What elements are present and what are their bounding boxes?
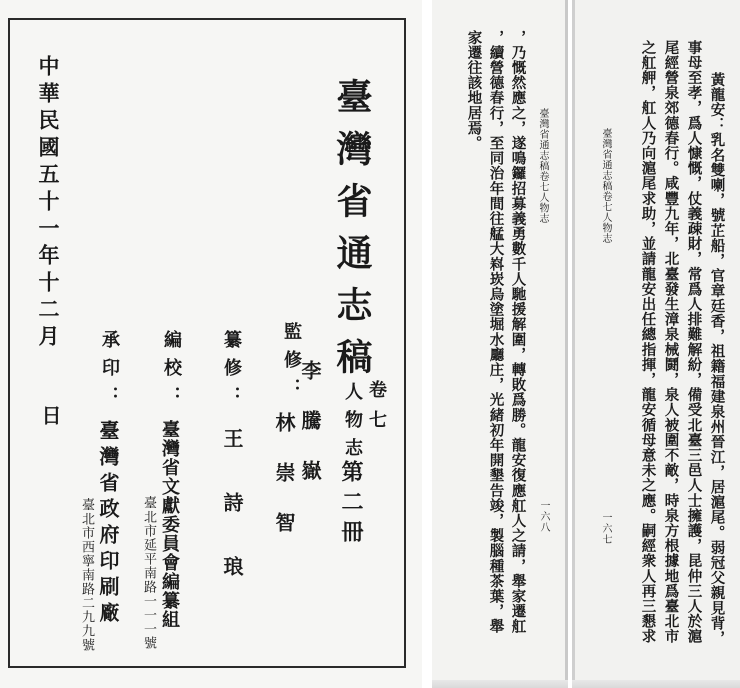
editor-label: 編校： — [161, 330, 182, 414]
supervisor-2: 林崇智 — [272, 412, 296, 562]
page-168 — [432, 0, 568, 688]
book-title: 臺灣省通志稿 — [331, 78, 373, 390]
page-edge-shadow — [432, 680, 568, 688]
text-column: 之舡舺，舡人乃向滬尾求助，並請龍安出任總指揮，龍安循母意未之應。嗣經衆人再三懇求 — [639, 40, 657, 644]
compiler-name: 王詩琅 — [220, 428, 244, 620]
editor-name: 臺灣省文獻委員會編纂組 — [159, 420, 180, 629]
compiler-label: 纂修： — [221, 330, 242, 414]
colophon-date-day: 日 — [38, 405, 62, 425]
page-number: 一六八 — [538, 500, 549, 533]
text-column: 黃龍安：乳名雙喇，號芷船，官章廷香，祖籍福建泉州晉江，居滬尾。弱冠父親見背， — [708, 72, 726, 646]
text-column: 尾經營泉郊德春行。咸豐九年，北臺發生漳泉械鬪，泉人被圍不敵，時泉方根據地爲臺北市 — [662, 40, 680, 644]
page-number: 一六七 — [600, 512, 611, 545]
volume-number: 卷七 — [366, 380, 387, 440]
text-column: ，續營德春行，至同治年間往艋大嵙崁烏塗堀水廳庄，光緒初年開墾告竣，製腦種茶葉，舉 — [487, 30, 505, 634]
text-column: 事母至孝，爲人慷慨，仗義疎財，常爲人排難解紛，備受北臺三邑人士擁護，昆仲三人於滬 — [685, 40, 703, 644]
printer-address: 臺北市西寧南路二九九號 — [79, 498, 94, 652]
volume-subtitle: 人物志 — [342, 382, 363, 466]
supervisors-label: 監修： — [281, 322, 302, 406]
running-header: 臺灣省通志稿卷七人物志 — [600, 128, 611, 244]
editor-address: 臺北市延平南路一一一號 — [141, 496, 156, 650]
supervisor-1: 李騰嶽 — [298, 360, 322, 510]
page-167 — [572, 0, 740, 688]
book-volume-number: 第二冊 — [338, 460, 364, 550]
running-header: 臺灣省通志稿卷七人物志 — [537, 108, 548, 224]
text-column: 家遷往該地居焉。 — [465, 30, 483, 151]
printer-label: 承印： — [99, 330, 120, 414]
text-column: ，乃慨然應之，遂鳴鑼招募義勇數千人馳援解圍，轉敗爲勝。龍安復應舡人之請，舉家遷舡 — [509, 30, 527, 634]
page-edge-shadow — [572, 680, 740, 688]
printer-name: 臺灣省政府印刷廠 — [96, 420, 120, 628]
colophon-date: 中華民國五十一年十二月 — [36, 55, 61, 352]
